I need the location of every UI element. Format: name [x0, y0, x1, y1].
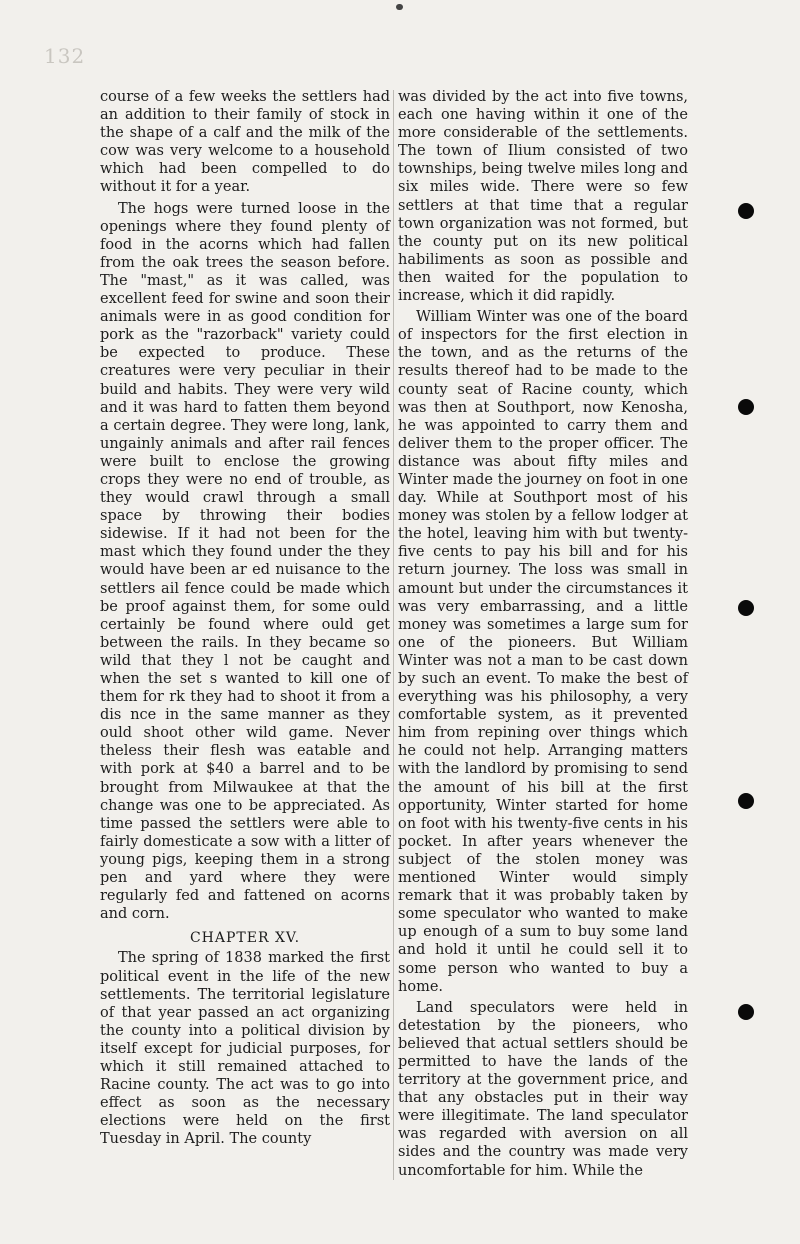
- binding-hole-3: [738, 600, 754, 616]
- right-column: [398, 88, 688, 1180]
- chapter-heading: CHAPTER XV.: [189, 930, 301, 947]
- binding-hole-4: [738, 793, 754, 809]
- left-column: [100, 88, 390, 1148]
- left-paragraph-1: course of a few weeks the settlers had an addition to their family of stock in the shape of a calf and the milk of the cow was very welcome to a household which had been compelled to do without it for a year.: [100, 89, 390, 196]
- binding-hole-1: [738, 203, 754, 219]
- binding-hole-2: [738, 399, 754, 415]
- column-divider: [393, 90, 394, 1180]
- right-paragraph-1: was divided by the act into five towns, each one having within it one of the more considerable of the settlements. The town of Ilium consisted of two townships, being twelve miles long and six miles wide. There were so few settlers at that time that a regular town organization was not formed, but the county put on its new political habiliments as soon as possible and then waited for the population to increase, which it did rapidly.: [398, 89, 688, 305]
- binding-hole-5: [738, 1004, 754, 1020]
- right-paragraph-3: Land speculators were held in detestation by the pioneers, who believed that actual settlers should be permitted to have the lands of the territory at the government price, and that any obstacles put in their way were illegitimate. The land speculator was regarded with aversion on all sides and the country was made very uncomfortable for him. While the: [398, 999, 688, 1179]
- page-number: 132: [44, 44, 86, 68]
- right-paragraph-2: William Winter was one of the board of inspectors for the first election in the town, and as the returns of the results thereof had to be made to the county seat of Racine county, which was then at Southport, now Kenosha, he was appointed to carry them and deliver them to the proper officer. The distance was about fifty miles and Winter made the journey on foot in one day. While at Southport most of his money was stolen by a fellow lodger at the hotel, leaving him with but twenty-five cents to pay his bill and for his return journey. The loss was small in amount but under the circumstances it was very embarrassing, and a little money was sometimes a large sum for one of the pioneers. But William Winter was not a man to be cast down by such an event. To make the best of everything was his philosophy, a very comfortable system, as it prevented him from repining over things which he could not help. Arranging matters with the landlord by promising to send the amount of his bill at the first opportunity, Winter started for home on foot with his twenty-five cents in his pocket. In after years whenever the subject of the stolen money was mentioned Winter would simply remark that it was probably taken by some speculator who wanted to make up enough of a sum to buy some land and hold it until he could sell it to some person who wanted to buy a home.: [398, 309, 688, 995]
- top-edge-mark: [396, 4, 403, 10]
- left-paragraph-2: The hogs were turned loose in the openings where they found plenty of food in the acorns which had fallen from the oak trees the season before. The "mast," as it was called, was excellent feed for swine and soon their animals were in as good condition for pork as the "razorback" variety could be expected to produce. These creatures were very peculiar in their build and habits. They were very wild and it was hard to fatten them beyond a certain degree. They were long, lank, ungainly animals and after rail fences were built to enclose the growing crops they were no end of trouble, as they would crawl through a small space by throwing their bodies sidewise. If it had not been for the mast which they found under the they would have been ar ed nuisance to the settlers ail fence could be made which be proof against them, for some ould certainly be found where ould get between the rails. In they became so wild that they l not be caught and when the set s wanted to kill one of them for rk they had to shoot it from a dis nce in the same manner as they ould shoot other wild game. Never theless their flesh was eatable and with pork at $40 a barrel and to be brought from Milwaukee at that the change was one to be appreciated. As time passed the settlers were able to fairly domesticate a sow with a litter of young pigs, keeping them in a strong pen and yard where they were regularly fed and fattened on acorns and corn.: [100, 200, 390, 923]
- chapter-paragraph: The spring of 1838 marked the first political event in the life of the new settlements. The territorial legislature of that year passed an act organizing the county into a political division by itself except for judicial purposes, for which it still remained attached to Racine county. The act was to go into effect as soon as the necessary elections were held on the first Tuesday in April. The county: [100, 950, 390, 1148]
